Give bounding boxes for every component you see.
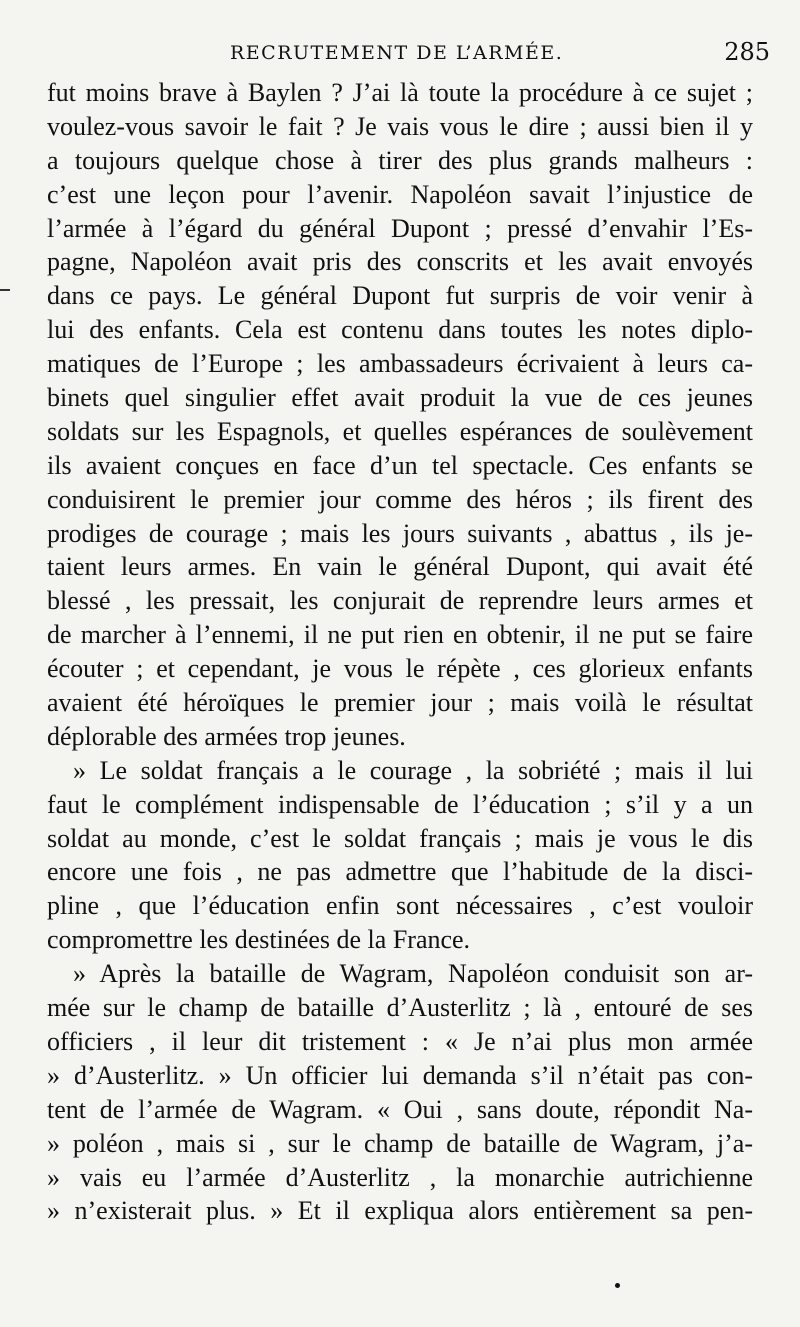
text-line: pagne, Napoléon avait pris des conscrits et les avait envoyés xyxy=(47,247,753,277)
text-line: soldats sur les Espagnols, et quelles espérances de soulèvement xyxy=(47,416,753,446)
text-line: soldat au monde, c’est le soldat français ; mais je vous le dis xyxy=(47,823,753,853)
text-line: taient leurs armes. En vain le général Dupont, qui avait été xyxy=(47,552,753,582)
text-line: pline , que l’éducation enfin sont nécessaires , c’est vouloir xyxy=(47,891,753,921)
text-line: conduisirent le premier jour comme des héros ; ils firent des xyxy=(47,484,753,514)
text-line: prodiges de courage ; mais les jours suivants , abattus , ils je- xyxy=(47,518,753,548)
text-line: voulez-vous savoir le fait ? Je vais vous le dire ; aussi bien il y xyxy=(47,111,753,141)
text-line: mée sur le champ de bataille d’Austerlitz ; là , entouré de ses xyxy=(47,993,753,1023)
text-line: » n’existerait plus. » Et il expliqua alors entièrement sa pen- xyxy=(47,1196,753,1226)
text-line: l’armée à l’égard du général Dupont ; pressé d’envahir l’Es- xyxy=(47,213,753,243)
text-line: de marcher à l’ennemi, il ne put rien en obtenir, il ne put se faire xyxy=(47,620,753,650)
text-line: avaient été héroïques le premier jour ; mais voilà le résultat xyxy=(47,688,753,718)
body-text xyxy=(47,76,753,1228)
text-line: ils avaient conçues en face d’un tel spectacle. Ces enfants se xyxy=(47,450,753,480)
text-line: dans ce pays. Le général Dupont fut surpris de voir venir à xyxy=(47,281,753,311)
text-line: » poléon , mais si , sur le champ de bataille de Wagram, j’a- xyxy=(47,1128,753,1158)
text-line: matiques de l’Europe ; les ambassadeurs écrivaient à leurs ca- xyxy=(47,349,753,379)
text-line: encore une fois , ne pas admettre que l’habitude de la disci- xyxy=(47,857,753,887)
text-line: » vais eu l’armée d’Austerlitz , la monarchie autrichienne xyxy=(47,1162,753,1192)
text-line: lui des enfants. Cela est contenu dans toutes les notes diplo- xyxy=(47,315,753,345)
page-header xyxy=(0,34,800,74)
text-line: c’est une leçon pour l’avenir. Napoléon savait l’injustice de xyxy=(47,179,753,209)
text-line: écouter ; et cependant, je vous le répète , ces glorieux enfants xyxy=(47,654,753,684)
text-line: tent de l’armée de Wagram. « Oui , sans doute, répondit Na- xyxy=(47,1094,753,1124)
running-head: RECRUTEMENT DE L’ARMÉE. xyxy=(230,42,564,64)
text-line: fut moins brave à Baylen ? J’ai là toute la procédure à ce sujet ; xyxy=(47,78,753,107)
text-line: » Le soldat français a le courage , la sobriété ; mais il lui xyxy=(73,755,753,785)
text-line: a toujours quelque chose à tirer des plus grands malheurs : xyxy=(47,145,753,175)
text-line: binets quel singulier effet avait produit la vue de ces jeunes xyxy=(47,383,753,413)
text-line: compromettre les destinées de la France. xyxy=(47,925,471,955)
text-line: officiers , il leur dit tristement : « Je n’ai plus mon armée xyxy=(47,1026,753,1056)
text-line: » Après la bataille de Wagram, Napoléon conduisit son ar- xyxy=(73,959,753,989)
text-line: déplorable des armées trop jeunes. xyxy=(47,721,406,751)
margin-mark xyxy=(0,289,10,291)
stamp-dot-icon xyxy=(615,1283,620,1288)
text-line: faut le complément indispensable de l’éducation ; s’il y a un xyxy=(47,789,753,819)
page-number: 285 xyxy=(724,38,770,66)
library-stamp-icon xyxy=(612,1283,622,1321)
text-line: blessé , les pressait, les conjurait de reprendre leurs armes et xyxy=(47,586,753,616)
text-line: » d’Austerlitz. » Un officier lui demanda s’il n’était pas con- xyxy=(47,1060,753,1090)
